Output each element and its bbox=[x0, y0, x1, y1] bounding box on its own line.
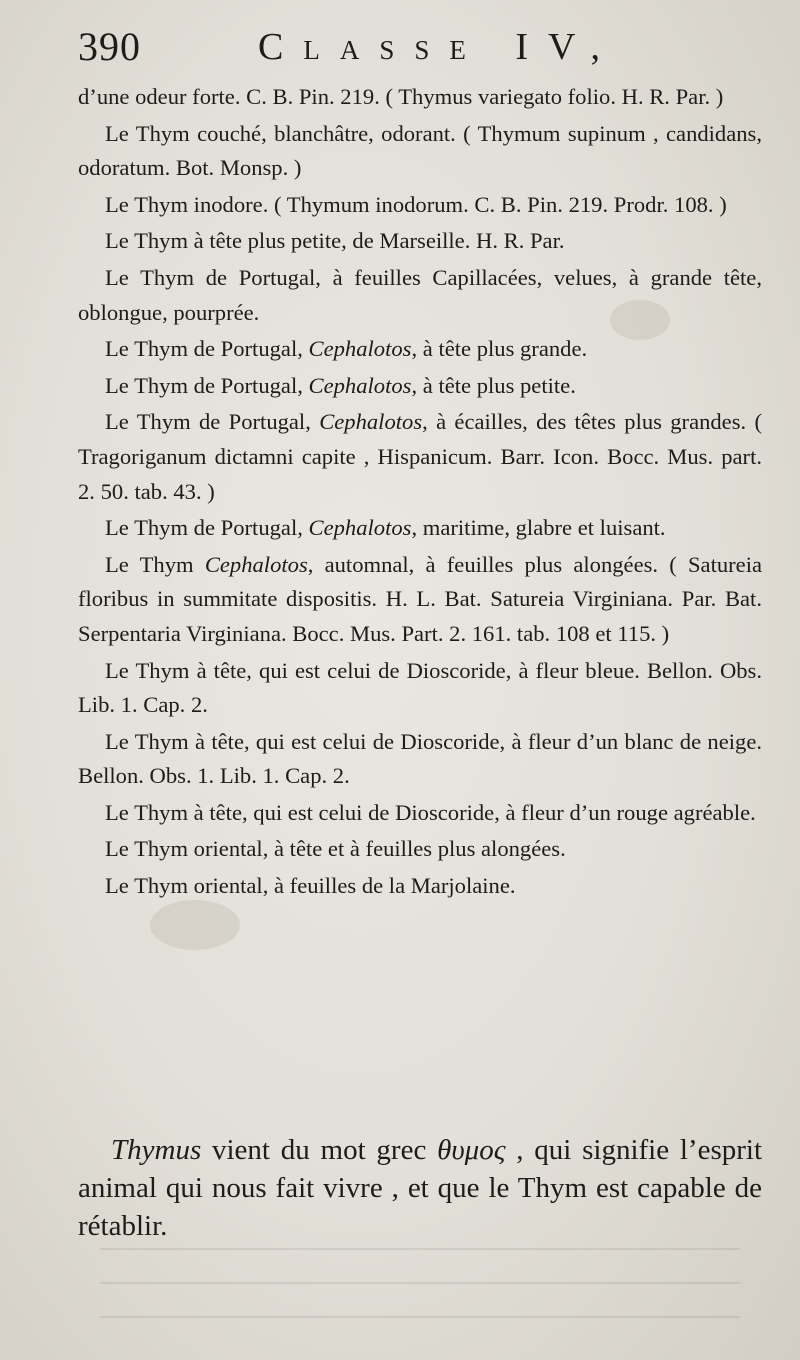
list-item: Le Thym de Portugal, Cephalotos, à tête plus grande. bbox=[105, 336, 588, 362]
list-item: Le Thym de Portugal, Cephalotos, maritime, glabre et luisant. bbox=[105, 515, 666, 541]
running-head: Classe IV, bbox=[258, 26, 621, 68]
list-item: Le Thym oriental, à tête et à feuilles plus alongées. bbox=[105, 836, 566, 862]
etymology-paragraph: Thymus vient du mot grec θυμος , qui signifie l’esprit animal qui nous fait vivre , et que le Thym est capable de rétablir. bbox=[78, 1134, 762, 1242]
list-item: Le Thym à tête, qui est celui de Dioscoride, à fleur bleue. Bellon. Obs. Lib. 1. Cap. 2. bbox=[78, 657, 762, 718]
bleed-through-text bbox=[100, 1230, 740, 1330]
list-item: Le Thym Cephalotos, automnal, à feuilles plus alongées. ( Satureia floribus in summitate dispositis. H. L. Bat. Satureia Virginiana. Par. Bat. Serpentaria Virginiana. Bocc. Mus. Part. 2. 161. tab. 108 et 115. ) bbox=[78, 551, 762, 646]
species-list bbox=[78, 80, 762, 906]
list-item: Le Thym à tête, qui est celui de Dioscoride, à fleur d’un blanc de neige. Bellon. Obs. 1. Lib. 1. Cap. 2. bbox=[78, 728, 762, 789]
greek-word: θυμος bbox=[437, 1134, 506, 1166]
list-item: Le Thym de Portugal, à feuilles Capillacées, velues, à grande tête, oblongue, pourprée. bbox=[78, 264, 762, 325]
page-header bbox=[78, 24, 778, 74]
list-item: Le Thym inodore. ( Thymum inodorum. C. B. Pin. 219. Prodr. 108. ) bbox=[105, 191, 727, 217]
paper-stain bbox=[150, 900, 240, 950]
list-item: Le Thym à tête, qui est celui de Dioscoride, à fleur d’un rouge agréable. bbox=[105, 799, 756, 825]
list-item: Le Thym couché, blanchâtre, odorant. ( Thymum supinum , candidans, odoratum. Bot. Monsp. ) bbox=[78, 120, 762, 181]
list-item: Le Thym à tête plus petite, de Marseille. H. R. Par. bbox=[105, 228, 565, 254]
list-item: Le Thym de Portugal, Cephalotos, à tête plus petite. bbox=[105, 372, 576, 398]
list-item: d’une odeur forte. C. B. Pin. 219. ( Thymus variegato folio. H. R. Par. ) bbox=[78, 84, 724, 109]
list-item: Le Thym oriental, à feuilles de la Marjolaine. bbox=[105, 873, 516, 899]
page-number: 390 bbox=[78, 24, 141, 69]
list-item: Le Thym de Portugal, Cephalotos, à écailles, des têtes plus grandes. ( Tragoriganum dictamni capite , Hispanicum. Barr. Icon. Bocc. Mus. part. 2. 50. tab. 43. ) bbox=[78, 409, 762, 504]
etymology-term: Thymus bbox=[111, 1134, 202, 1166]
